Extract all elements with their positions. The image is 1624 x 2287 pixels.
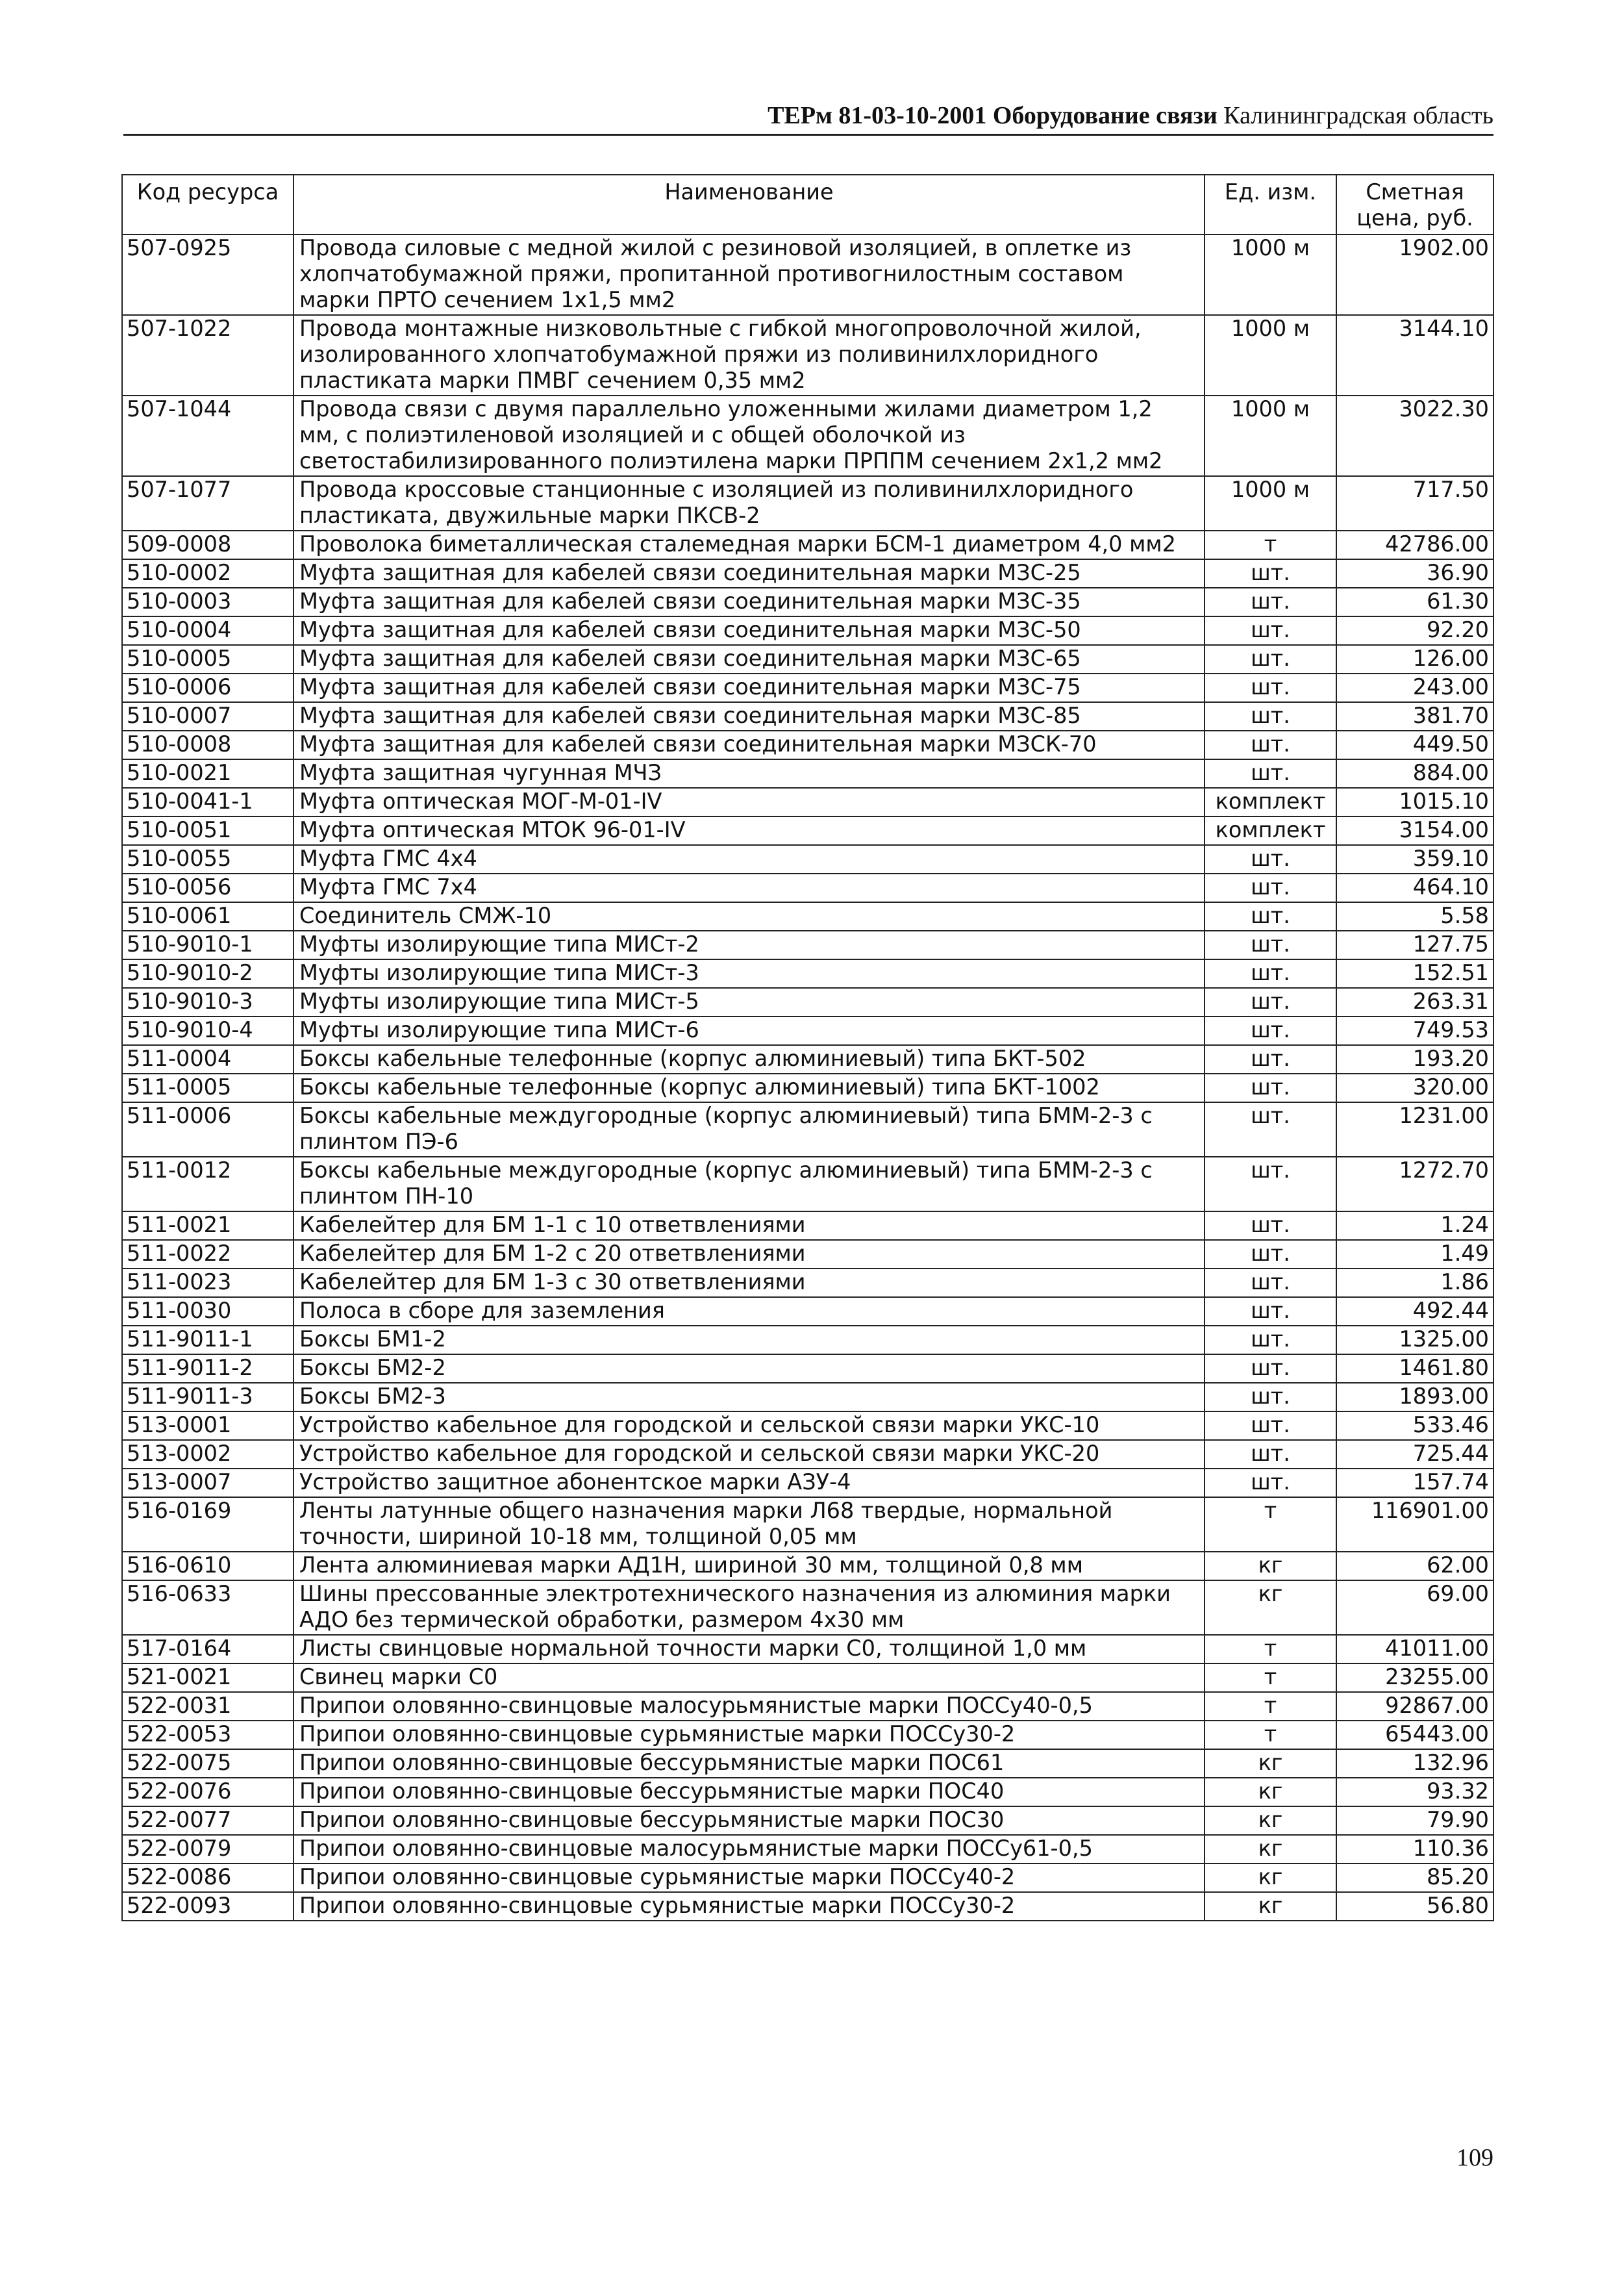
cell-name: Полоса в сборе для заземления [294, 1297, 1205, 1326]
cell-name: Провода силовые с медной жилой с резиновой изоляцией, в оплетке из хлопчатобумажной пряжи, пропитанной противогнилостным составом марки ПРТО сечением 1х1,5 мм2 [294, 234, 1205, 315]
cell-code: 507-1022 [122, 315, 294, 396]
cell-code: 511-9011-2 [122, 1354, 294, 1383]
cell-name: Боксы кабельные междугородные (корпус алюминиевый) типа БММ-2-3 с плинтом ПЭ-6 [294, 1102, 1205, 1157]
table-row [122, 1806, 1493, 1835]
cell-unit: кг [1205, 1778, 1336, 1806]
cell-price: 61.30 [1336, 588, 1493, 616]
cell-code: 507-0925 [122, 234, 294, 315]
column-header-price: Сметная цена, руб. [1336, 175, 1493, 234]
table-row [122, 559, 1493, 588]
cell-unit: шт. [1205, 1440, 1336, 1469]
cell-code: 517-0164 [122, 1635, 294, 1663]
cell-unit: комплект [1205, 788, 1336, 816]
cell-code: 511-9011-3 [122, 1383, 294, 1411]
cell-code: 522-0075 [122, 1749, 294, 1778]
cell-code: 522-0031 [122, 1692, 294, 1721]
cell-code: 510-0055 [122, 845, 294, 874]
cell-unit: шт. [1205, 874, 1336, 902]
table-row [122, 1211, 1493, 1240]
cell-unit: т [1205, 1721, 1336, 1749]
cell-name: Муфты изолирующие типа МИСт-6 [294, 1017, 1205, 1045]
table-row [122, 531, 1493, 559]
cell-price: 5.58 [1336, 902, 1493, 931]
cell-unit: шт. [1205, 1383, 1336, 1411]
cell-name: Муфта защитная для кабелей связи соединительная марки МЗСК-70 [294, 731, 1205, 759]
cell-name: Муфта ГМС 7х4 [294, 874, 1205, 902]
table-row [122, 1045, 1493, 1074]
cell-name: Провода монтажные низковольтные с гибкой многопроволочной жилой, изолированного хлопчатобумажной пряжи из поливинилхлоридного пластиката марки ПМВГ сечением 0,35 мм2 [294, 315, 1205, 396]
table-row [122, 1692, 1493, 1721]
table-body [122, 234, 1493, 1921]
cell-code: 510-0002 [122, 559, 294, 588]
cell-price: 717.50 [1336, 476, 1493, 531]
page-number: 109 [1456, 2144, 1493, 2171]
cell-price: 533.46 [1336, 1411, 1493, 1440]
table-row [122, 845, 1493, 874]
cell-code: 511-0005 [122, 1074, 294, 1102]
table-row [122, 1864, 1493, 1892]
cell-code: 510-9010-1 [122, 931, 294, 959]
cell-price: 1.49 [1336, 1240, 1493, 1269]
cell-code: 509-0008 [122, 531, 294, 559]
cell-name: Припои оловянно-свинцовые бессурьмянистые марки ПОС61 [294, 1749, 1205, 1778]
cell-code: 522-0077 [122, 1806, 294, 1835]
cell-unit: шт. [1205, 1240, 1336, 1269]
cell-code: 510-0007 [122, 702, 294, 731]
cell-name: Лента алюминиевая марки АД1Н, шириной 30 мм, толщиной 0,8 мм [294, 1552, 1205, 1580]
cell-price: 41011.00 [1336, 1635, 1493, 1663]
cell-price: 92.20 [1336, 616, 1493, 645]
cell-name: Муфта защитная чугунная МЧЗ [294, 759, 1205, 788]
cell-name: Боксы кабельные телефонные (корпус алюминиевый) типа БКТ-1002 [294, 1074, 1205, 1102]
cell-code: 513-0002 [122, 1440, 294, 1469]
cell-code: 511-0023 [122, 1269, 294, 1297]
cell-unit: кг [1205, 1749, 1336, 1778]
cell-code: 511-9011-1 [122, 1326, 294, 1354]
cell-name: Муфта защитная для кабелей связи соединительная марки МЗС-85 [294, 702, 1205, 731]
cell-name: Свинец марки С0 [294, 1663, 1205, 1692]
cell-name: Боксы БМ2-2 [294, 1354, 1205, 1383]
column-header-unit: Ед. изм. [1205, 175, 1336, 234]
cell-unit: шт. [1205, 902, 1336, 931]
cell-name: Муфты изолирующие типа МИСт-3 [294, 959, 1205, 988]
cell-code: 507-1044 [122, 396, 294, 476]
cell-unit: 1000 м [1205, 315, 1336, 396]
cell-unit: т [1205, 1497, 1336, 1552]
cell-price: 157.74 [1336, 1469, 1493, 1497]
cell-price: 1893.00 [1336, 1383, 1493, 1411]
cell-code: 511-0012 [122, 1157, 294, 1211]
cell-code: 521-0021 [122, 1663, 294, 1692]
cell-unit: т [1205, 1663, 1336, 1692]
cell-code: 507-1077 [122, 476, 294, 531]
cell-unit: шт. [1205, 1326, 1336, 1354]
cell-name: Устройство защитное абонентское марки АЗУ-4 [294, 1469, 1205, 1497]
table-row [122, 1102, 1493, 1157]
cell-unit: кг [1205, 1835, 1336, 1864]
table-row [122, 1326, 1493, 1354]
table-row [122, 396, 1493, 476]
cell-code: 511-0022 [122, 1240, 294, 1269]
cell-code: 510-0051 [122, 816, 294, 845]
cell-code: 510-9010-4 [122, 1017, 294, 1045]
cell-unit: шт. [1205, 845, 1336, 874]
table-row [122, 1721, 1493, 1749]
cell-code: 513-0007 [122, 1469, 294, 1497]
cell-name: Припои оловянно-свинцовые сурьмянистые марки ПОССу30-2 [294, 1892, 1205, 1921]
table-row [122, 1663, 1493, 1692]
cell-unit: кг [1205, 1580, 1336, 1635]
cell-name: Ленты латунные общего назначения марки Л68 твердые, нормальной точности, шириной 10-18 мм, толщиной 0,05 мм [294, 1497, 1205, 1552]
resource-table-container [121, 174, 1493, 1921]
cell-name: Соединитель СМЖ-10 [294, 902, 1205, 931]
cell-price: 263.31 [1336, 988, 1493, 1017]
cell-code: 510-0005 [122, 645, 294, 674]
table-row [122, 816, 1493, 845]
cell-code: 516-0610 [122, 1552, 294, 1580]
cell-code: 510-0041-1 [122, 788, 294, 816]
cell-unit: шт. [1205, 959, 1336, 988]
cell-unit: шт. [1205, 1269, 1336, 1297]
table-row [122, 315, 1493, 396]
cell-unit: кг [1205, 1806, 1336, 1835]
cell-price: 1015.10 [1336, 788, 1493, 816]
cell-name: Боксы БМ1-2 [294, 1326, 1205, 1354]
cell-unit: 1000 м [1205, 234, 1336, 315]
cell-code: 510-0008 [122, 731, 294, 759]
cell-price: 3144.10 [1336, 315, 1493, 396]
cell-code: 522-0079 [122, 1835, 294, 1864]
cell-price: 85.20 [1336, 1864, 1493, 1892]
cell-price: 62.00 [1336, 1552, 1493, 1580]
table-row [122, 1835, 1493, 1864]
cell-code: 510-0003 [122, 588, 294, 616]
cell-code: 511-0030 [122, 1297, 294, 1326]
cell-unit: шт. [1205, 1354, 1336, 1383]
cell-unit: шт. [1205, 1045, 1336, 1074]
cell-name: Муфта защитная для кабелей связи соединительная марки МЗС-75 [294, 674, 1205, 702]
cell-unit: шт. [1205, 559, 1336, 588]
cell-unit: кг [1205, 1552, 1336, 1580]
table-row [122, 1157, 1493, 1211]
cell-code: 511-0006 [122, 1102, 294, 1157]
table-row [122, 702, 1493, 731]
cell-name: Муфта защитная для кабелей связи соединительная марки МЗС-50 [294, 616, 1205, 645]
column-header-code: Код ресурса [122, 175, 294, 234]
cell-name: Припои оловянно-свинцовые малосурьмянистые марки ПОССу61-0,5 [294, 1835, 1205, 1864]
cell-unit: шт. [1205, 1411, 1336, 1440]
cell-price: 3022.30 [1336, 396, 1493, 476]
cell-price: 1325.00 [1336, 1326, 1493, 1354]
table-row [122, 1269, 1493, 1297]
table-row [122, 1635, 1493, 1663]
cell-code: 516-0169 [122, 1497, 294, 1552]
cell-price: 23255.00 [1336, 1663, 1493, 1692]
table-row [122, 1469, 1493, 1497]
table-row [122, 674, 1493, 702]
table-row [122, 1074, 1493, 1102]
resource-price-table [121, 174, 1494, 1921]
cell-name: Муфта ГМС 4х4 [294, 845, 1205, 874]
cell-unit: шт. [1205, 702, 1336, 731]
cell-unit: шт. [1205, 1017, 1336, 1045]
cell-unit: шт. [1205, 1074, 1336, 1102]
cell-price: 93.32 [1336, 1778, 1493, 1806]
cell-name: Устройство кабельное для городской и сельской связи марки УКС-10 [294, 1411, 1205, 1440]
cell-price: 69.00 [1336, 1580, 1493, 1635]
cell-name: Шины прессованные электротехнического назначения из алюминия марки АДО без термической обработки, размером 4х30 мм [294, 1580, 1205, 1635]
header-title: ТЕРм 81-03-10-2001 Оборудование связи [768, 102, 1218, 129]
table-row [122, 874, 1493, 902]
cell-unit: т [1205, 1635, 1336, 1663]
table-row [122, 759, 1493, 788]
cell-name: Боксы БМ2-3 [294, 1383, 1205, 1411]
cell-name: Муфта защитная для кабелей связи соединительная марки МЗС-35 [294, 588, 1205, 616]
table-row [122, 1354, 1493, 1383]
cell-price: 1272.70 [1336, 1157, 1493, 1211]
cell-price: 152.51 [1336, 959, 1493, 988]
cell-code: 522-0053 [122, 1721, 294, 1749]
cell-name: Припои оловянно-свинцовые бессурьмянистые марки ПОС40 [294, 1778, 1205, 1806]
cell-name: Провода кроссовые станционные с изоляцией из поливинилхлоридного пластиката, двужильные марки ПКСВ-2 [294, 476, 1205, 531]
cell-unit: т [1205, 531, 1336, 559]
table-row [122, 1497, 1493, 1552]
cell-unit: шт. [1205, 1102, 1336, 1157]
table-row [122, 902, 1493, 931]
cell-name: Муфта оптическая МТОК 96-01-IV [294, 816, 1205, 845]
cell-price: 127.75 [1336, 931, 1493, 959]
cell-price: 110.36 [1336, 1835, 1493, 1864]
cell-price: 1.24 [1336, 1211, 1493, 1240]
cell-price: 749.53 [1336, 1017, 1493, 1045]
cell-price: 56.80 [1336, 1892, 1493, 1921]
cell-code: 516-0633 [122, 1580, 294, 1635]
cell-name: Проволока биметаллическая сталемедная марки БСМ-1 диаметром 4,0 мм2 [294, 531, 1205, 559]
cell-name: Кабелейтер для БМ 1-1 с 10 ответвлениями [294, 1211, 1205, 1240]
table-row [122, 1749, 1493, 1778]
table-row [122, 1383, 1493, 1411]
cell-code: 510-0006 [122, 674, 294, 702]
cell-unit: шт. [1205, 1469, 1336, 1497]
cell-name: Муфта оптическая МОГ-М-01-IV [294, 788, 1205, 816]
table-row [122, 1552, 1493, 1580]
cell-name: Боксы кабельные междугородные (корпус алюминиевый) типа БММ-2-3 с плинтом ПН-10 [294, 1157, 1205, 1211]
table-row [122, 645, 1493, 674]
cell-name: Припои оловянно-свинцовые сурьмянистые марки ПОССу40-2 [294, 1864, 1205, 1892]
table-row [122, 1892, 1493, 1921]
cell-unit: шт. [1205, 731, 1336, 759]
header-region: Калининградская область [1217, 102, 1493, 129]
cell-price: 725.44 [1336, 1440, 1493, 1469]
cell-unit: шт. [1205, 1297, 1336, 1326]
cell-code: 510-0056 [122, 874, 294, 902]
table-row [122, 931, 1493, 959]
table-row [122, 476, 1493, 531]
table-row [122, 1297, 1493, 1326]
table-row [122, 1411, 1493, 1440]
table-row [122, 1580, 1493, 1635]
cell-name: Муфты изолирующие типа МИСт-5 [294, 988, 1205, 1017]
cell-name: Провода связи с двумя параллельно уложенными жилами диаметром 1,2 мм, с полиэтиленовой изоляцией и с общей оболочкой из светостабилизированного полиэтилена марки ПРППМ сечением 2х1,2 мм2 [294, 396, 1205, 476]
table-row [122, 588, 1493, 616]
cell-code: 510-0021 [122, 759, 294, 788]
cell-name: Муфта защитная для кабелей связи соединительная марки МЗС-65 [294, 645, 1205, 674]
cell-unit: кг [1205, 1864, 1336, 1892]
cell-price: 464.10 [1336, 874, 1493, 902]
table-row [122, 788, 1493, 816]
cell-unit: 1000 м [1205, 476, 1336, 531]
cell-unit: шт. [1205, 616, 1336, 645]
page-header [123, 97, 1493, 136]
cell-unit: шт. [1205, 588, 1336, 616]
cell-price: 492.44 [1336, 1297, 1493, 1326]
cell-price: 449.50 [1336, 731, 1493, 759]
table-row [122, 234, 1493, 315]
column-header-name: Наименование [294, 175, 1205, 234]
cell-price: 193.20 [1336, 1045, 1493, 1074]
table-row [122, 731, 1493, 759]
cell-unit: шт. [1205, 988, 1336, 1017]
cell-unit: кг [1205, 1892, 1336, 1921]
cell-unit: шт. [1205, 1211, 1336, 1240]
cell-name: Муфта защитная для кабелей связи соединительная марки МЗС-25 [294, 559, 1205, 588]
cell-code: 511-0004 [122, 1045, 294, 1074]
cell-price: 79.90 [1336, 1806, 1493, 1835]
cell-code: 513-0001 [122, 1411, 294, 1440]
table-row [122, 616, 1493, 645]
cell-price: 359.10 [1336, 845, 1493, 874]
cell-unit: 1000 м [1205, 396, 1336, 476]
cell-price: 381.70 [1336, 702, 1493, 731]
cell-code: 510-0004 [122, 616, 294, 645]
cell-price: 132.96 [1336, 1749, 1493, 1778]
cell-unit: шт. [1205, 645, 1336, 674]
cell-code: 510-9010-2 [122, 959, 294, 988]
cell-code: 522-0086 [122, 1864, 294, 1892]
table-row [122, 959, 1493, 988]
cell-name: Муфты изолирующие типа МИСт-2 [294, 931, 1205, 959]
cell-price: 42786.00 [1336, 531, 1493, 559]
cell-unit: т [1205, 1692, 1336, 1721]
cell-unit: комплект [1205, 816, 1336, 845]
cell-code: 510-9010-3 [122, 988, 294, 1017]
cell-name: Припои оловянно-свинцовые малосурьмянистые марки ПОССу40-0,5 [294, 1692, 1205, 1721]
cell-name: Кабелейтер для БМ 1-2 с 20 ответвлениями [294, 1240, 1205, 1269]
cell-price: 320.00 [1336, 1074, 1493, 1102]
cell-name: Припои оловянно-свинцовые бессурьмянистые марки ПОС30 [294, 1806, 1205, 1835]
cell-code: 510-0061 [122, 902, 294, 931]
cell-code: 522-0076 [122, 1778, 294, 1806]
cell-unit: шт. [1205, 759, 1336, 788]
cell-price: 243.00 [1336, 674, 1493, 702]
cell-price: 3154.00 [1336, 816, 1493, 845]
cell-price: 65443.00 [1336, 1721, 1493, 1749]
table-row [122, 988, 1493, 1017]
table-row [122, 1240, 1493, 1269]
table-row [122, 1440, 1493, 1469]
cell-price: 1.86 [1336, 1269, 1493, 1297]
table-row [122, 1778, 1493, 1806]
cell-name: Устройство кабельное для городской и сельской связи марки УКС-20 [294, 1440, 1205, 1469]
cell-code: 522-0093 [122, 1892, 294, 1921]
cell-code: 511-0021 [122, 1211, 294, 1240]
cell-price: 126.00 [1336, 645, 1493, 674]
cell-unit: шт. [1205, 1157, 1336, 1211]
cell-price: 884.00 [1336, 759, 1493, 788]
cell-name: Кабелейтер для БМ 1-3 с 30 ответвлениями [294, 1269, 1205, 1297]
cell-price: 1231.00 [1336, 1102, 1493, 1157]
cell-unit: шт. [1205, 931, 1336, 959]
cell-name: Боксы кабельные телефонные (корпус алюминиевый) типа БКТ-502 [294, 1045, 1205, 1074]
cell-price: 92867.00 [1336, 1692, 1493, 1721]
cell-price: 1902.00 [1336, 234, 1493, 315]
cell-name: Припои оловянно-свинцовые сурьмянистые марки ПОССу30-2 [294, 1721, 1205, 1749]
cell-price: 1461.80 [1336, 1354, 1493, 1383]
cell-name: Листы свинцовые нормальной точности марки С0, толщиной 1,0 мм [294, 1635, 1205, 1663]
cell-price: 116901.00 [1336, 1497, 1493, 1552]
table-row [122, 1017, 1493, 1045]
cell-unit: шт. [1205, 674, 1336, 702]
cell-price: 36.90 [1336, 559, 1493, 588]
table-header-row [122, 175, 1493, 234]
